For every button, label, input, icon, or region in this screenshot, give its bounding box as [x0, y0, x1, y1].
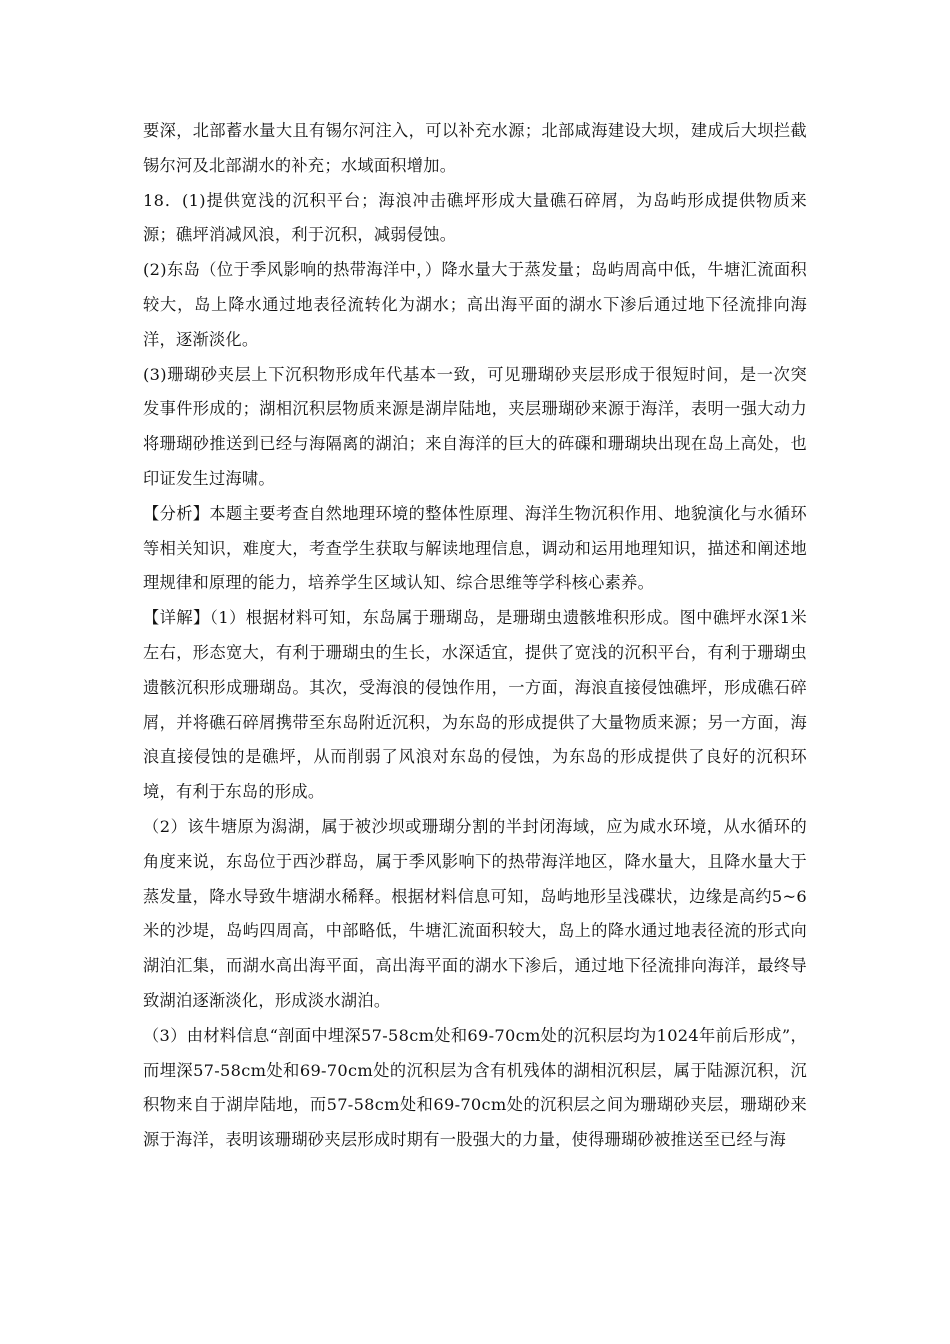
paragraph-q18-part1: 18．(1)提供宽浅的沉积平台；海浪冲击礁坪形成大量礁石碎屑，为岛屿形成提供物质来源；礁坪消减风浪，利于沉积，减弱侵蚀。 [143, 190, 807, 245]
document-page [143, 114, 807, 1158]
paragraph-q18-part3: (3)珊瑚砂夹层上下沉积物形成年代基本一致，可见珊瑚砂夹层形成于很短时间，是一次突发事件形成的；湖相沉积层物质来源是湖岸陆地，夹层珊瑚砂来源于海洋，表明一强大动力将珊瑚砂推送到已经与海隔离的湖泊；来自海洋的巨大的砗磲和珊瑚块出现在岛上高处，也印证发生过海啸。 [143, 364, 807, 488]
paragraph-detail-part2: （2）该牛塘原为潟湖，属于被沙坝或珊瑚分割的半封闭海域，应为咸水环境，从水循环的角度来说，东岛位于西沙群岛，属于季风影响下的热带海洋地区，降水量大，且降水量大于蒸发量，降水导致牛塘湖水稀释。根据材料信息可知，岛屿地形呈浅碟状，边缘是高约5~6米的沙堤，岛屿四周高，中部略低，牛塘汇流面积较大，岛上的降水通过地表径流的形式向湖泊汇集，而湖水高出海平面，高出海平面的湖水下渗后，通过地下径流排向海洋，最终导致湖泊逐渐淡化，形成淡水湖泊。 [143, 816, 807, 1010]
paragraph-detail-part3: （3）由材料信息“剖面中埋深57-58cm处和69-70cm处的沉积层均为1024年前后形成”，而埋深57-58cm处和69-70cm处的沉积层为含有机残体的湖相沉积层，属于陆源沉积，沉积物来自于湖岸陆地，而57-58cm处和69-70cm处的沉积层之间为珊瑚砂夹层，珊瑚砂来源于海洋，表明该珊瑚砂夹层形成时期有一股强大的力量，使得珊瑚砂被推送至已经与海 [143, 1025, 807, 1150]
paragraph-continuation: 要深，北部蓄水量大且有锡尔河注入，可以补充水源；北部咸海建设大坝，建成后大坝拦截锡尔河及北部湖水的补充；水域面积增加。 [143, 121, 807, 175]
paragraph-q18-part2: (2)东岛（位于季风影响的热带海洋中，）降水量大于蒸发量；岛屿周高中低，牛塘汇流面积较大，岛上降水通过地表径流转化为湖水；高出海平面的湖水下渗后通过地下径流排向海洋，逐渐淡化。 [143, 260, 807, 349]
paragraph-analysis: 【分析】本题主要考查自然地理环境的整体性原理、海洋生物沉积作用、地貌演化与水循环等相关知识，难度大，考查学生获取与解读地理信息，调动和运用地理知识，描述和阐述地理规律和原理的能力，培养学生区域认知、综合思维等学科核心素养。 [143, 503, 807, 593]
paragraph-detail-part1: 【详解】（1）根据材料可知，东岛属于珊瑚岛，是珊瑚虫遗骸堆积形成。图中礁坪水深1米左右，形态宽大，有利于珊瑚虫的生长，水深适宜，提供了宽浅的沉积平台，有利于珊瑚虫遗骸沉积形成珊瑚岛。其次，受海浪的侵蚀作用，一方面，海浪直接侵蚀礁坪，形成礁石碎屑，并将礁石碎屑携带至东岛附近沉积，为东岛的形成提供了大量物质来源；另一方面，海浪直接侵蚀的是礁坪，从而削弱了风浪对东岛的侵蚀，为东岛的形成提供了良好的沉积环境，有利于东岛的形成。 [143, 608, 807, 802]
